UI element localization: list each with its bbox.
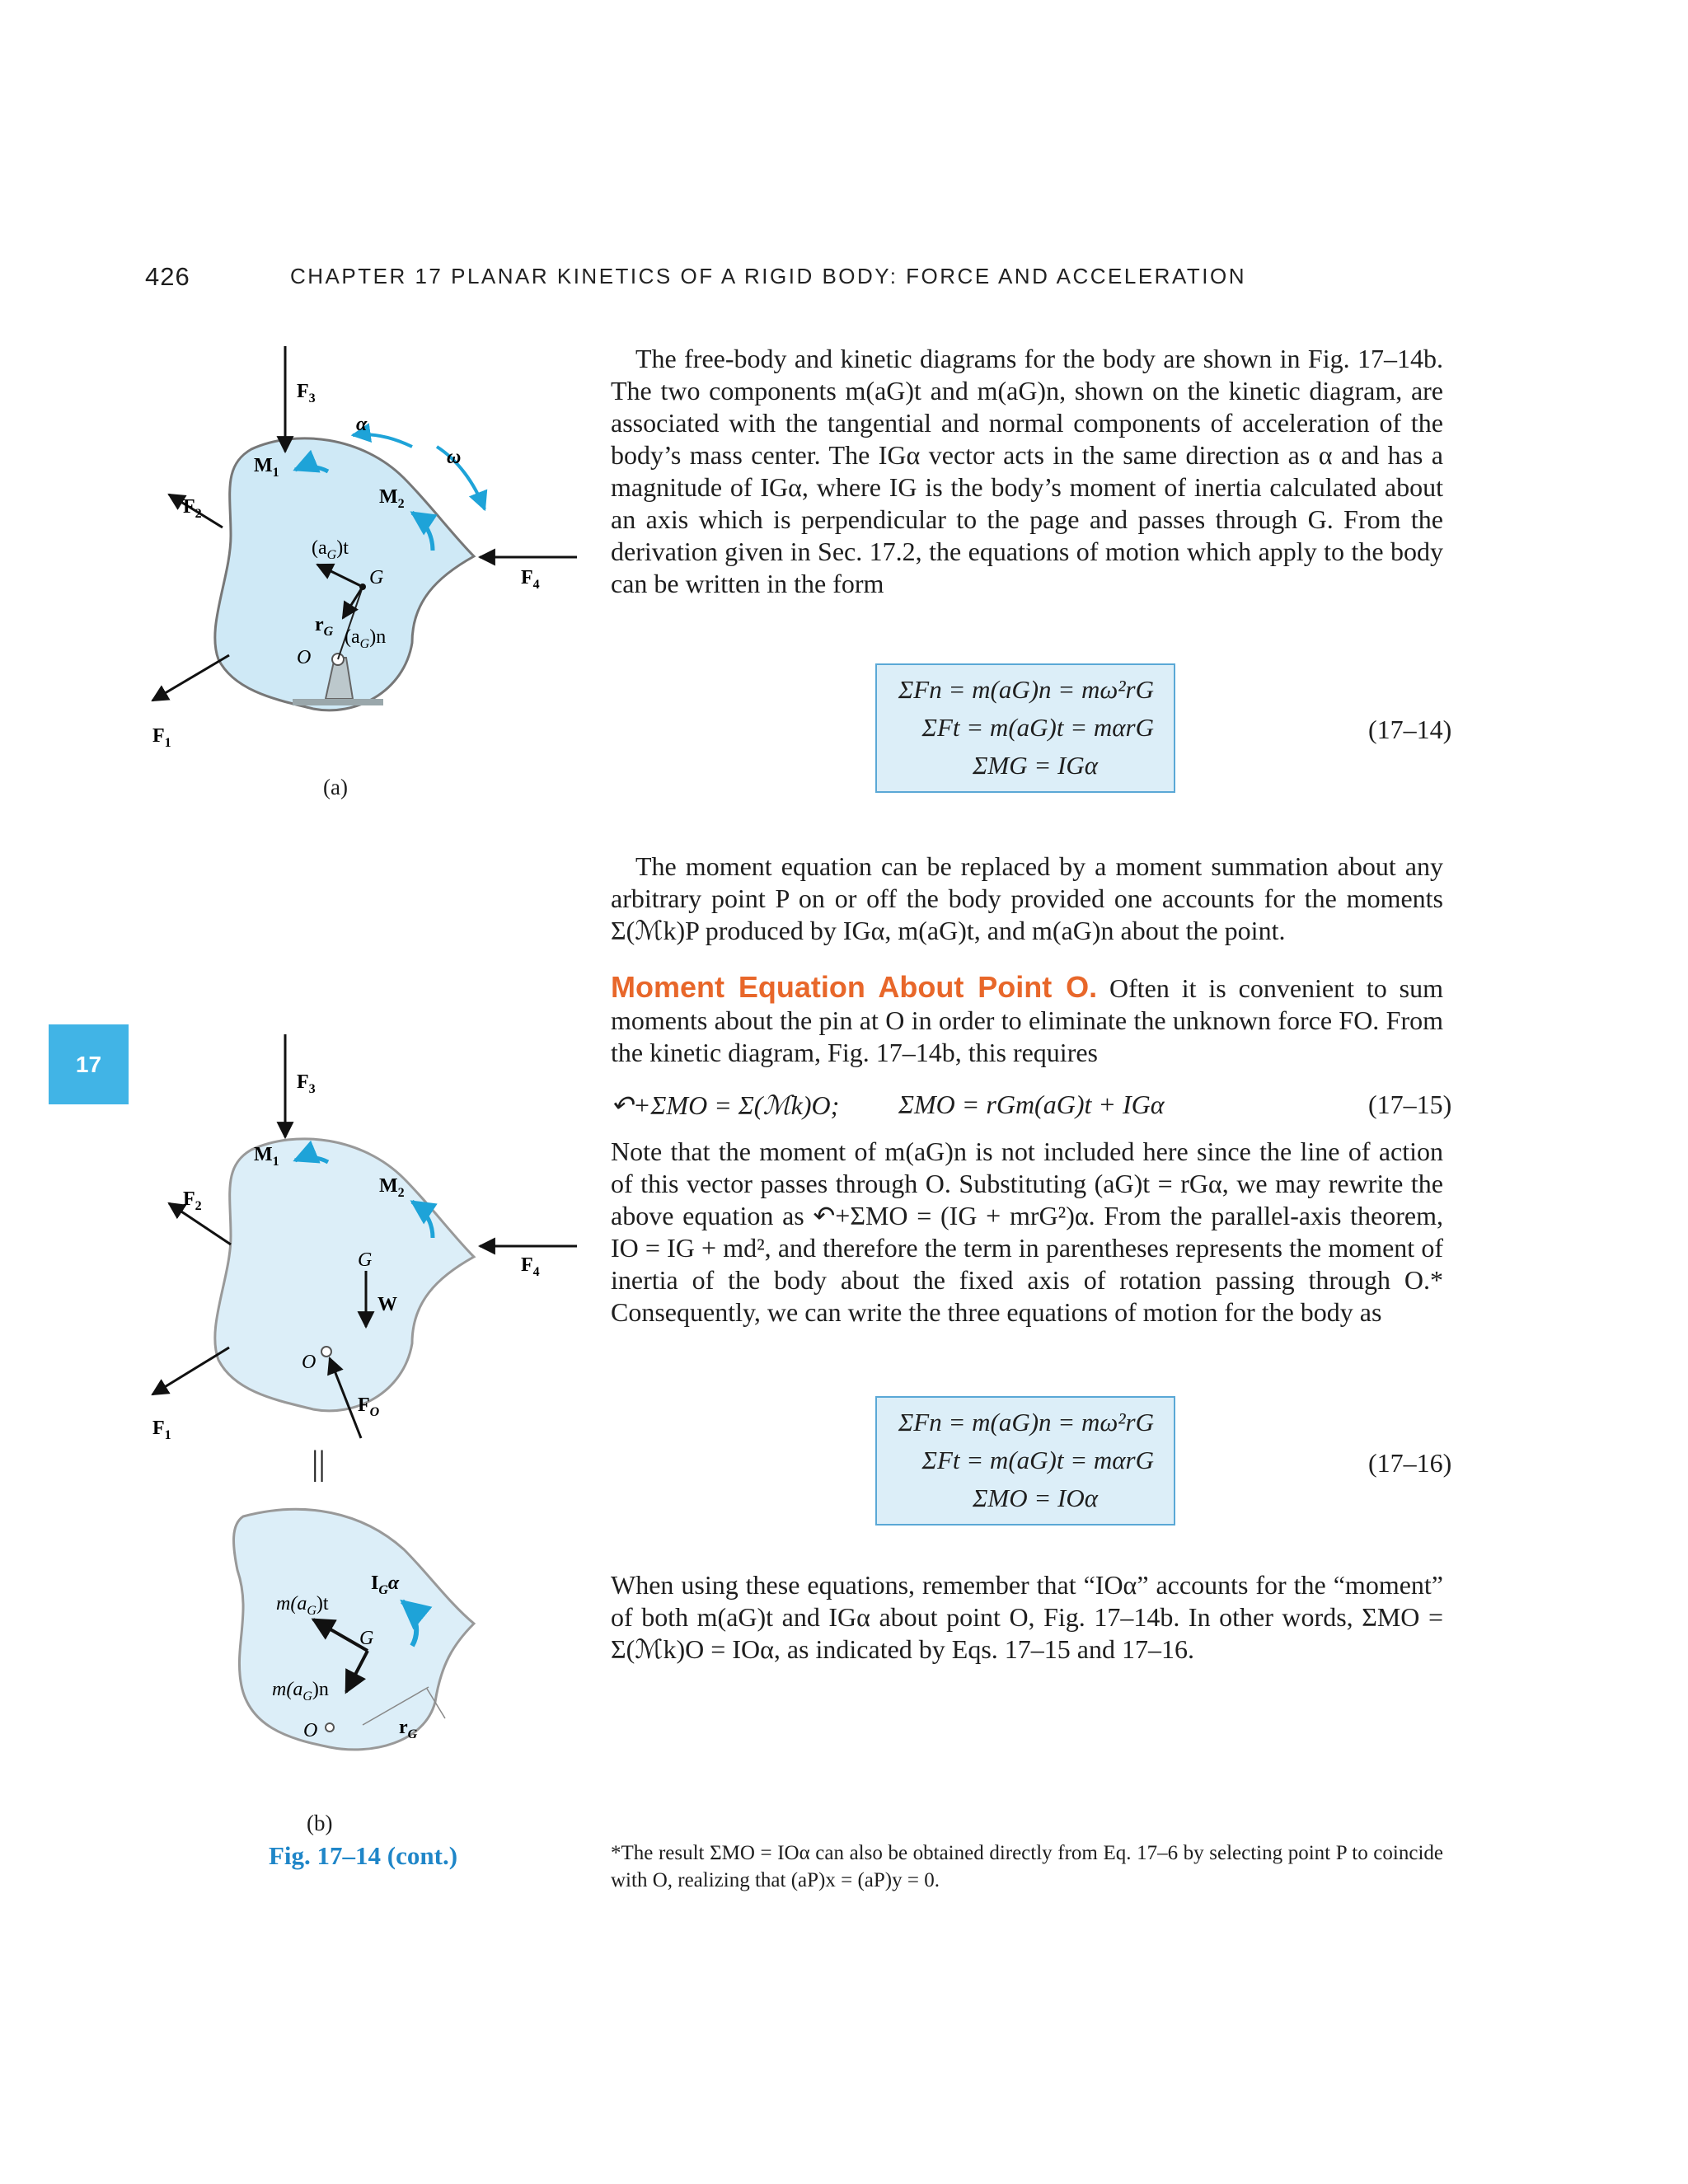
figure-label-b: (b) [307, 1811, 333, 1835]
force-F1-b [152, 1347, 229, 1394]
alpha-arrow [353, 434, 412, 447]
figure-a [140, 330, 602, 808]
rigid-body-b2 [234, 1509, 474, 1750]
equation-number-17-15: (17–15) [1368, 1090, 1452, 1119]
svg-text:F2: $F_2$ [183, 1188, 202, 1213]
running-head: CHAPTER 17 PLANAR KINETICS OF A RIGID BODY: FORCE AND ACCELERATION [290, 264, 1246, 288]
section-title: Moment Equation About Point O. [611, 970, 1098, 1004]
eq14-line2: ΣFt = m(aG)t = mαrG [921, 713, 1154, 742]
svg-text:FO: $F_O$ [358, 1394, 380, 1419]
equation-box-17-14 [875, 663, 1175, 793]
svg-text:rG: $r_G$ [315, 614, 334, 639]
svg-text:G: G [359, 1628, 374, 1649]
paragraph-1: The free-body and kinetic diagrams for the body are shown in Fig. 17–14b. The two components m(aG)t and m(aG)n, shown on the kinetic diagram, are associated with the tangential and normal components of acceleration of the body’s mass center. The IGα vector acts in the same direction as α and has a magnitude of IGα, where IG is the body’s moment of inertia calculated about an axis which is perpendicular to the page and passes through G. From the derivation given in Sec. 17.2, the equations of motion which apply to the body can be written in the form [611, 344, 1443, 598]
equation-17-15-right: ΣMO = rGm(aG)t + IGα [898, 1090, 1165, 1119]
figure-caption: Fig. 17–14 (cont.) [269, 1841, 458, 1870]
figure-b-fbd [140, 1030, 602, 1459]
paragraph-3: Moment Equation About Point O. Often it is convenient to sum moments about the pin at O in order to eliminate the unknown force FO. From the kinetic diagram, Fig. 17–14b, this requires [611, 970, 1444, 1067]
svg-text:F3: $F_3$ [297, 381, 316, 405]
svg-text:(aG)n: $(a_G)n$ [345, 626, 387, 651]
svg-text:F4: $F_4$ [521, 1254, 540, 1279]
equation-number-17-16: (17–16) [1368, 1448, 1452, 1478]
equals-sign: || [312, 1445, 326, 1483]
svg-text:G: G [369, 567, 384, 588]
equation-17-15-left: ↶+ΣMO = Σ(ℳk)O; [611, 1090, 840, 1120]
eq14-line3: ΣMG = IGα [972, 751, 1098, 780]
paragraph-4: Note that the moment of m(aG)n is not included here since the line of action of this vector passes through O. Substituting (aG)t = rGα, we may rewrite the above equation as ↶+ΣMO = (IG + mrG²)α. From the parallel-axis theorem, IO = IG + md², and therefore the term in parentheses represents the moment of inertia of the body about the fixed axis of rotation passing through O.* Consequently, we can write the three equations of motion for the body as [611, 1137, 1444, 1327]
eq16-line2: ΣFt = m(aG)t = mαrG [921, 1446, 1154, 1474]
svg-text:F1: $F_1$ [152, 725, 171, 750]
svg-text:O: O [297, 647, 312, 668]
paragraph-5: When using these equations, remember that “IOα” accounts for the “moment” of both m(aG)t and IGα about point O, Fig. 17–14b. In other words, ΣMO = Σ(ℳk)O = IOα, as indicated by Eqs. 17–15 and 17–16. [611, 1570, 1443, 1664]
svg-text:M2: $M_2$ [379, 1175, 405, 1200]
svg-text:IGα: $I_G\alpha$ [371, 1572, 400, 1597]
svg-text:O: O [303, 1720, 318, 1741]
figure-label-a: (a) [323, 775, 348, 799]
svg-text:W: W [377, 1294, 397, 1315]
rigid-body-b1 [215, 1139, 474, 1411]
svg-text:G: G [358, 1249, 373, 1271]
svg-text:rG: $r_G$ [399, 1717, 418, 1741]
equation-box-17-16 [875, 1396, 1175, 1526]
footnote: *The result ΣMO = IOα can also be obtained directly from Eq. 17–6 by selecting point P to coincide with O, realizing that (aP)x = (aP)y = 0. [611, 1842, 1443, 1891]
svg-text:ω: ω [447, 447, 462, 468]
eq16-line3: ΣMO = IOα [972, 1483, 1098, 1512]
svg-text:(aG)t: $(a_G)t$ [312, 537, 349, 562]
equation-number-17-14: (17–14) [1368, 715, 1452, 744]
svg-text:M2: $M_2$ [379, 486, 405, 511]
figure-b-kinetic [206, 1504, 569, 1776]
svg-text:F3: $F_3$ [297, 1071, 316, 1096]
svg-text:F4: $F_4$ [521, 567, 540, 592]
eq16-line1: ΣFn = m(aG)n = mω²rG [898, 1408, 1154, 1436]
svg-text:M1: $M_1$ [254, 1144, 279, 1169]
svg-text:F1: $F_1$ [152, 1418, 171, 1442]
paragraph-2: The moment equation can be replaced by a moment summation about any arbitrary point P on or off the body provided one accounts for the moments Σ(ℳk)P produced by IGα, m(aG)t, and m(aG)n about the point. [611, 851, 1443, 945]
svg-text:m(aG)n: $m(a_G)n$ [272, 1679, 329, 1704]
svg-text:F2: $F_2$ [183, 496, 202, 521]
svg-text:M1: $M_1$ [254, 455, 279, 480]
force-F1 [152, 655, 229, 701]
svg-text:α: α [356, 414, 368, 435]
svg-text:O: O [302, 1352, 316, 1373]
svg-text:m(aG)t: $m(a_G)t$ [276, 1593, 329, 1618]
chapter-tab[interactable]: 17 [49, 1024, 129, 1104]
page-number: 426 [145, 262, 190, 291]
eq14-line1: ΣFn = m(aG)n = mω²rG [898, 675, 1154, 704]
